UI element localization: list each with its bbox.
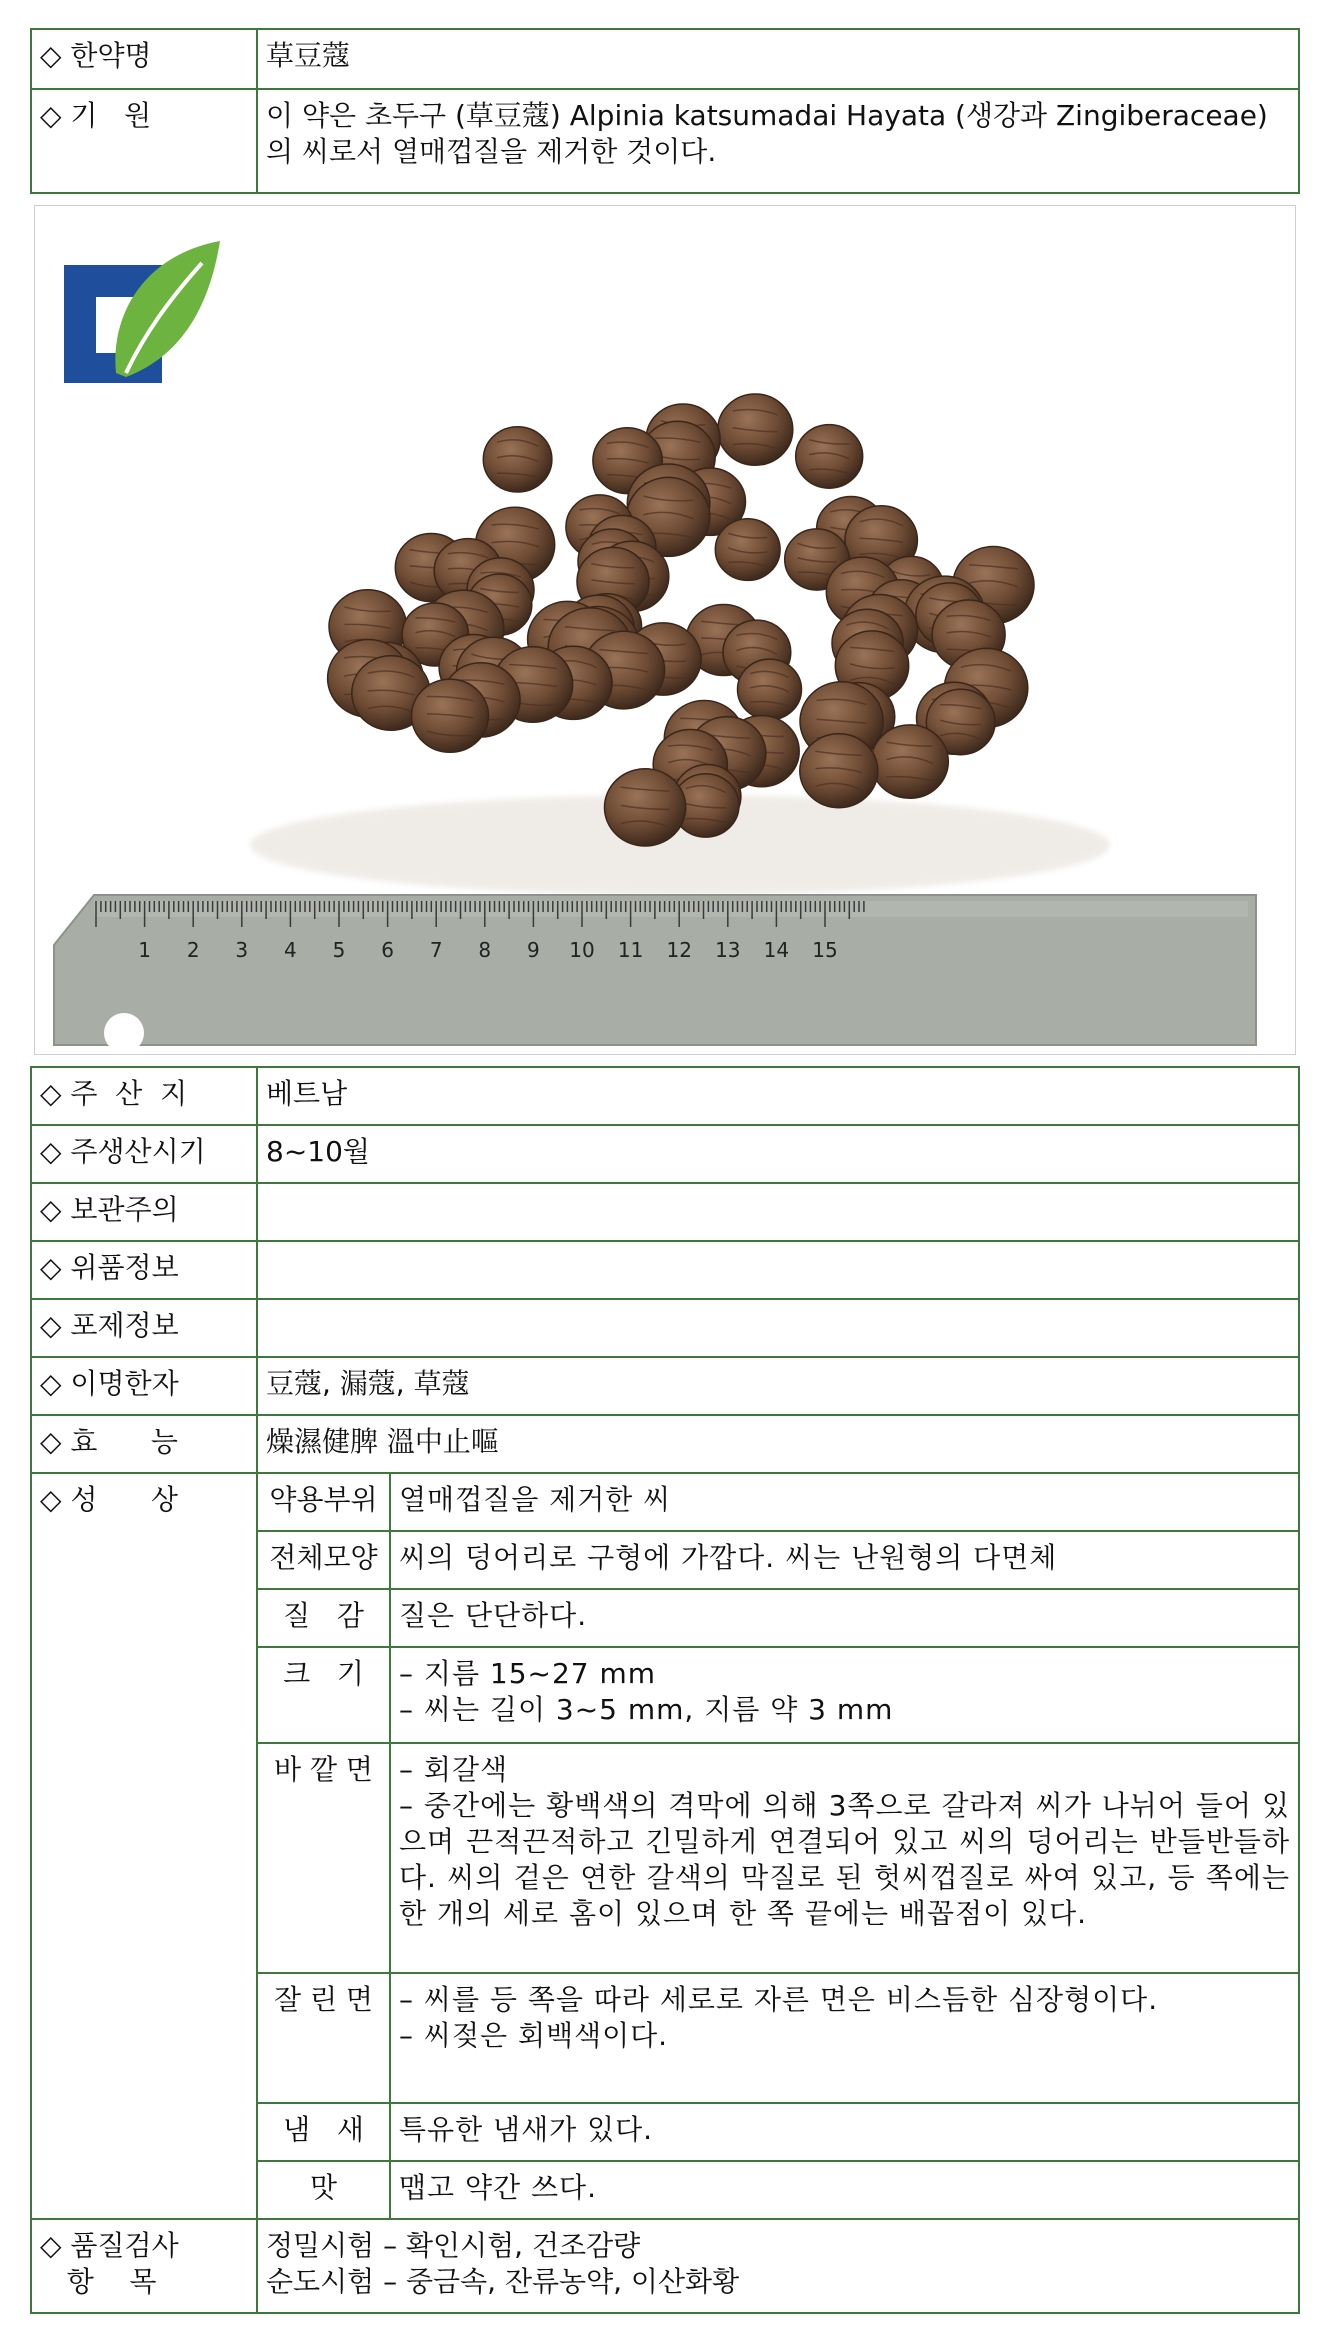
prop-value: – 지름 15~27 mm – 씨는 길이 3~5 mm, 지름 약 3 mm	[390, 1647, 1299, 1743]
info-value	[257, 1241, 1299, 1299]
info-value: 豆蔻, 漏蔻, 草蔻	[257, 1357, 1299, 1415]
info-row-origin-place	[31, 1067, 1299, 1125]
quality-label: ◇ 품질검사 항 목	[31, 2219, 257, 2313]
info-value: 燥濕健脾 溫中止嘔	[257, 1415, 1299, 1473]
seed	[412, 679, 489, 752]
seed	[605, 769, 686, 846]
seed	[718, 394, 793, 465]
prop-sub-label: 질 감	[257, 1589, 390, 1647]
quality-row	[31, 2219, 1299, 2313]
herb-photo	[34, 205, 1296, 1055]
ruler-number: 13	[715, 938, 741, 962]
ruler-number: 9	[527, 938, 540, 962]
info-value: 베트남	[257, 1067, 1299, 1125]
origin-row	[31, 89, 1299, 193]
props-label: ◇ 성 상	[31, 1473, 257, 2219]
info-label: ◇ 포제정보	[31, 1299, 257, 1357]
prop-sub-label: 전체모양	[257, 1531, 390, 1589]
prop-row-part	[31, 1473, 1299, 1531]
prop-sub-label: 맛	[257, 2161, 390, 2219]
prop-sub-label: 냄 새	[257, 2103, 390, 2161]
ruler	[54, 895, 1256, 1053]
seed	[483, 427, 552, 492]
prop-value: – 씨를 등 쪽을 따라 세로로 자른 면은 비스듬한 심장형이다. – 씨젖은 회백색이다.	[390, 1973, 1299, 2103]
ruler-number: 11	[617, 938, 644, 962]
herb-photo-svg	[34, 205, 1296, 1055]
prop-sub-label: 잘 린 면	[257, 1973, 390, 2103]
ruler-number: 5	[332, 938, 346, 962]
seed	[796, 425, 863, 489]
name-label: ◇ 한약명	[31, 29, 257, 89]
prop-value: – 회갈색 – 중간에는 황백색의 격막에 의해 3쪽으로 갈라져 씨가 나뉘어 들어 있으며 끈적끈적하고 긴밀하게 연결되어 있고 씨의 덩어리는 반들반들하다. 씨의 겉은 연한 갈색의 막질로 된 헛씨껍질로 싸여 있고, 등 쪽에는 한 개의 세로 홈이 있으며 한 쪽 끝에는 배꼽점이 있다.	[390, 1743, 1299, 1973]
ruler-number: 2	[186, 938, 200, 962]
info-row-season	[31, 1125, 1299, 1183]
info-value	[257, 1183, 1299, 1241]
ruler-number: 7	[429, 938, 443, 962]
ruler-number: 10	[569, 938, 595, 962]
info-row-counterfeit	[31, 1241, 1299, 1299]
prop-value: 씨의 덩어리로 구형에 가깝다. 씨는 난원형의 다면체	[390, 1531, 1299, 1589]
ruler-number: 14	[763, 938, 790, 962]
origin-label: ◇ 기 원	[31, 89, 257, 193]
ruler-number: 12	[666, 938, 692, 962]
info-value	[257, 1299, 1299, 1357]
info-label: ◇ 주 산 지	[31, 1067, 257, 1125]
ruler-number: 3	[235, 938, 249, 962]
info-label: ◇ 이명한자	[31, 1357, 257, 1415]
prop-value: 질은 단단하다.	[390, 1589, 1299, 1647]
info-row-processing	[31, 1299, 1299, 1357]
seed	[715, 519, 780, 581]
quality-value: 정밀시험 – 확인시험, 건조감량 순도시험 – 중금속, 잔류농약, 이산화황	[257, 2219, 1299, 2313]
info-label: ◇ 보관주의	[31, 1183, 257, 1241]
ruler-number: 15	[812, 938, 838, 962]
info-row-storage	[31, 1183, 1299, 1241]
ruler-number: 8	[478, 938, 492, 962]
ruler-number: 1	[138, 938, 151, 962]
info-value: 8~10월	[257, 1125, 1299, 1183]
info-label: ◇ 위품정보	[31, 1241, 257, 1299]
info-table	[30, 1066, 1300, 2314]
name-row	[31, 29, 1299, 89]
ruler-number: 4	[284, 938, 297, 962]
header-table	[30, 28, 1300, 194]
origin-value: 이 약은 초두구 (草豆蔻) Alpinia katsumadai Hayata (생강과 Zingiberaceae)의 씨로서 열매껍질을 제거한 것이다.	[257, 89, 1299, 193]
prop-sub-label: 약용부위	[257, 1473, 390, 1531]
prop-value: 특유한 냄새가 있다.	[390, 2103, 1299, 2161]
seed	[800, 734, 878, 808]
ruler-number: 6	[381, 938, 394, 962]
info-label: ◇ 효 능	[31, 1415, 257, 1473]
name-value: 草豆蔻	[257, 29, 1299, 89]
info-row-efficacy	[31, 1415, 1299, 1473]
prop-sub-label: 크 기	[257, 1647, 390, 1743]
prop-sub-label: 바 깥 면	[257, 1743, 390, 1973]
ruler-labels	[138, 938, 837, 962]
info-label: ◇ 주생산시기	[31, 1125, 257, 1183]
seed	[738, 659, 802, 720]
info-row-aliases	[31, 1357, 1299, 1415]
seed	[871, 725, 948, 798]
prop-value: 맵고 약간 쓰다.	[390, 2161, 1299, 2219]
ruler-hole	[104, 1013, 144, 1053]
prop-value: 열매껍질을 제거한 씨	[390, 1473, 1299, 1531]
